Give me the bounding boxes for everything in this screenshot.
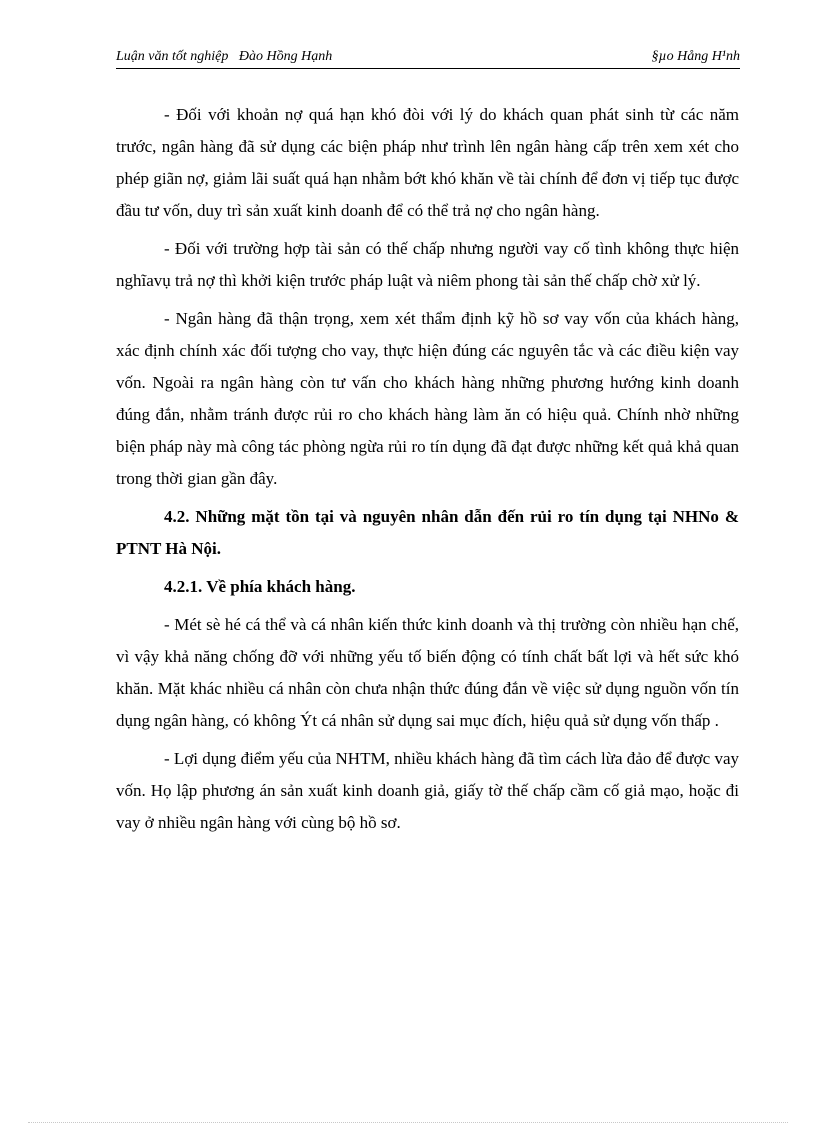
subsection-heading: 4.2.1. Về phía khách hàng. — [164, 577, 356, 596]
paragraph: - Đối với trường hợp tài sản có thế chấp nhưng người vay cố tình không thực hiện nghĩavụ trả nợ thì khởi kiện trước pháp luật và niêm phong tài sản thế chấp chờ xử lý. — [116, 239, 739, 290]
section-heading: 4.2. Những mặt tồn tại và nguyên nhân dẫn đến rủi ro tín dụng tại NHNo & PTNT Hà Nội. — [116, 507, 739, 558]
paragraph: - Lợi dụng điểm yếu của NHTM, nhiều khách hàng đã tìm cách lừa đảo để được vay vốn. Họ lập phương án sản xuất kinh doanh giả, giấy tờ thế chấp cầm cố giả mạo, hoặc đi vay ở nhiều ngân hàng với cùng bộ hồ sơ. — [116, 749, 739, 832]
paragraph: - Ngân hàng đã thận trọng, xem xét thẩm định kỹ hồ sơ vay vốn của khách hàng, xác định chính xác đối tượng cho vay, thực hiện đúng các nguyên tắc và các điều kiện vay vốn. Ngoài ra ngân hàng còn tư vấn cho khách hàng những phương hướng kinh doanh đúng đắn, nhằm tránh được rủi ro cho khách hàng làm ăn có hiệu quả. Chính nhờ những biện pháp này mà công tác phòng ngừa rủi ro tín dụng đã đạt được những kết quả khả quan trong thời gian gần đây. — [116, 309, 739, 488]
page-header — [116, 46, 740, 69]
document-body — [116, 99, 739, 845]
header-left-text: Luận văn tốt nghiệp Đào Hồng Hạnh — [116, 49, 333, 64]
paragraph: - Mét sè hé cá thể và cá nhân kiến thức kinh doanh và thị trường còn nhiều hạn chế, vì vậy khả năng chống đỡ với những yếu tố biến động có tính chất bất lợi và hết sức khó khăn. Mặt khác nhiều cá nhân còn chưa nhận thức đúng đắn về việc sử dụng nguồn vốn tín dụng ngân hàng, có không Ýt cá nhân sử dụng sai mục đích, hiệu quả sử dụng vốn thấp . — [116, 615, 739, 730]
header-right-text: §µo Hång H¹nh — [651, 49, 740, 64]
paragraph: - Đối với khoản nợ quá hạn khó đòi với lý do khách quan phát sinh từ các năm trước, ngân hàng đã sử dụng các biện pháp như trình lên ngân hàng cấp trên xem xét cho phép giãn nợ, giảm lãi suất quá hạn nhằm bớt khó khăn về tài chính để đơn vị tiếp tục được đầu tư vốn, duy trì sản xuất kinh doanh để có thể trả nợ cho ngân hàng. — [116, 105, 739, 220]
